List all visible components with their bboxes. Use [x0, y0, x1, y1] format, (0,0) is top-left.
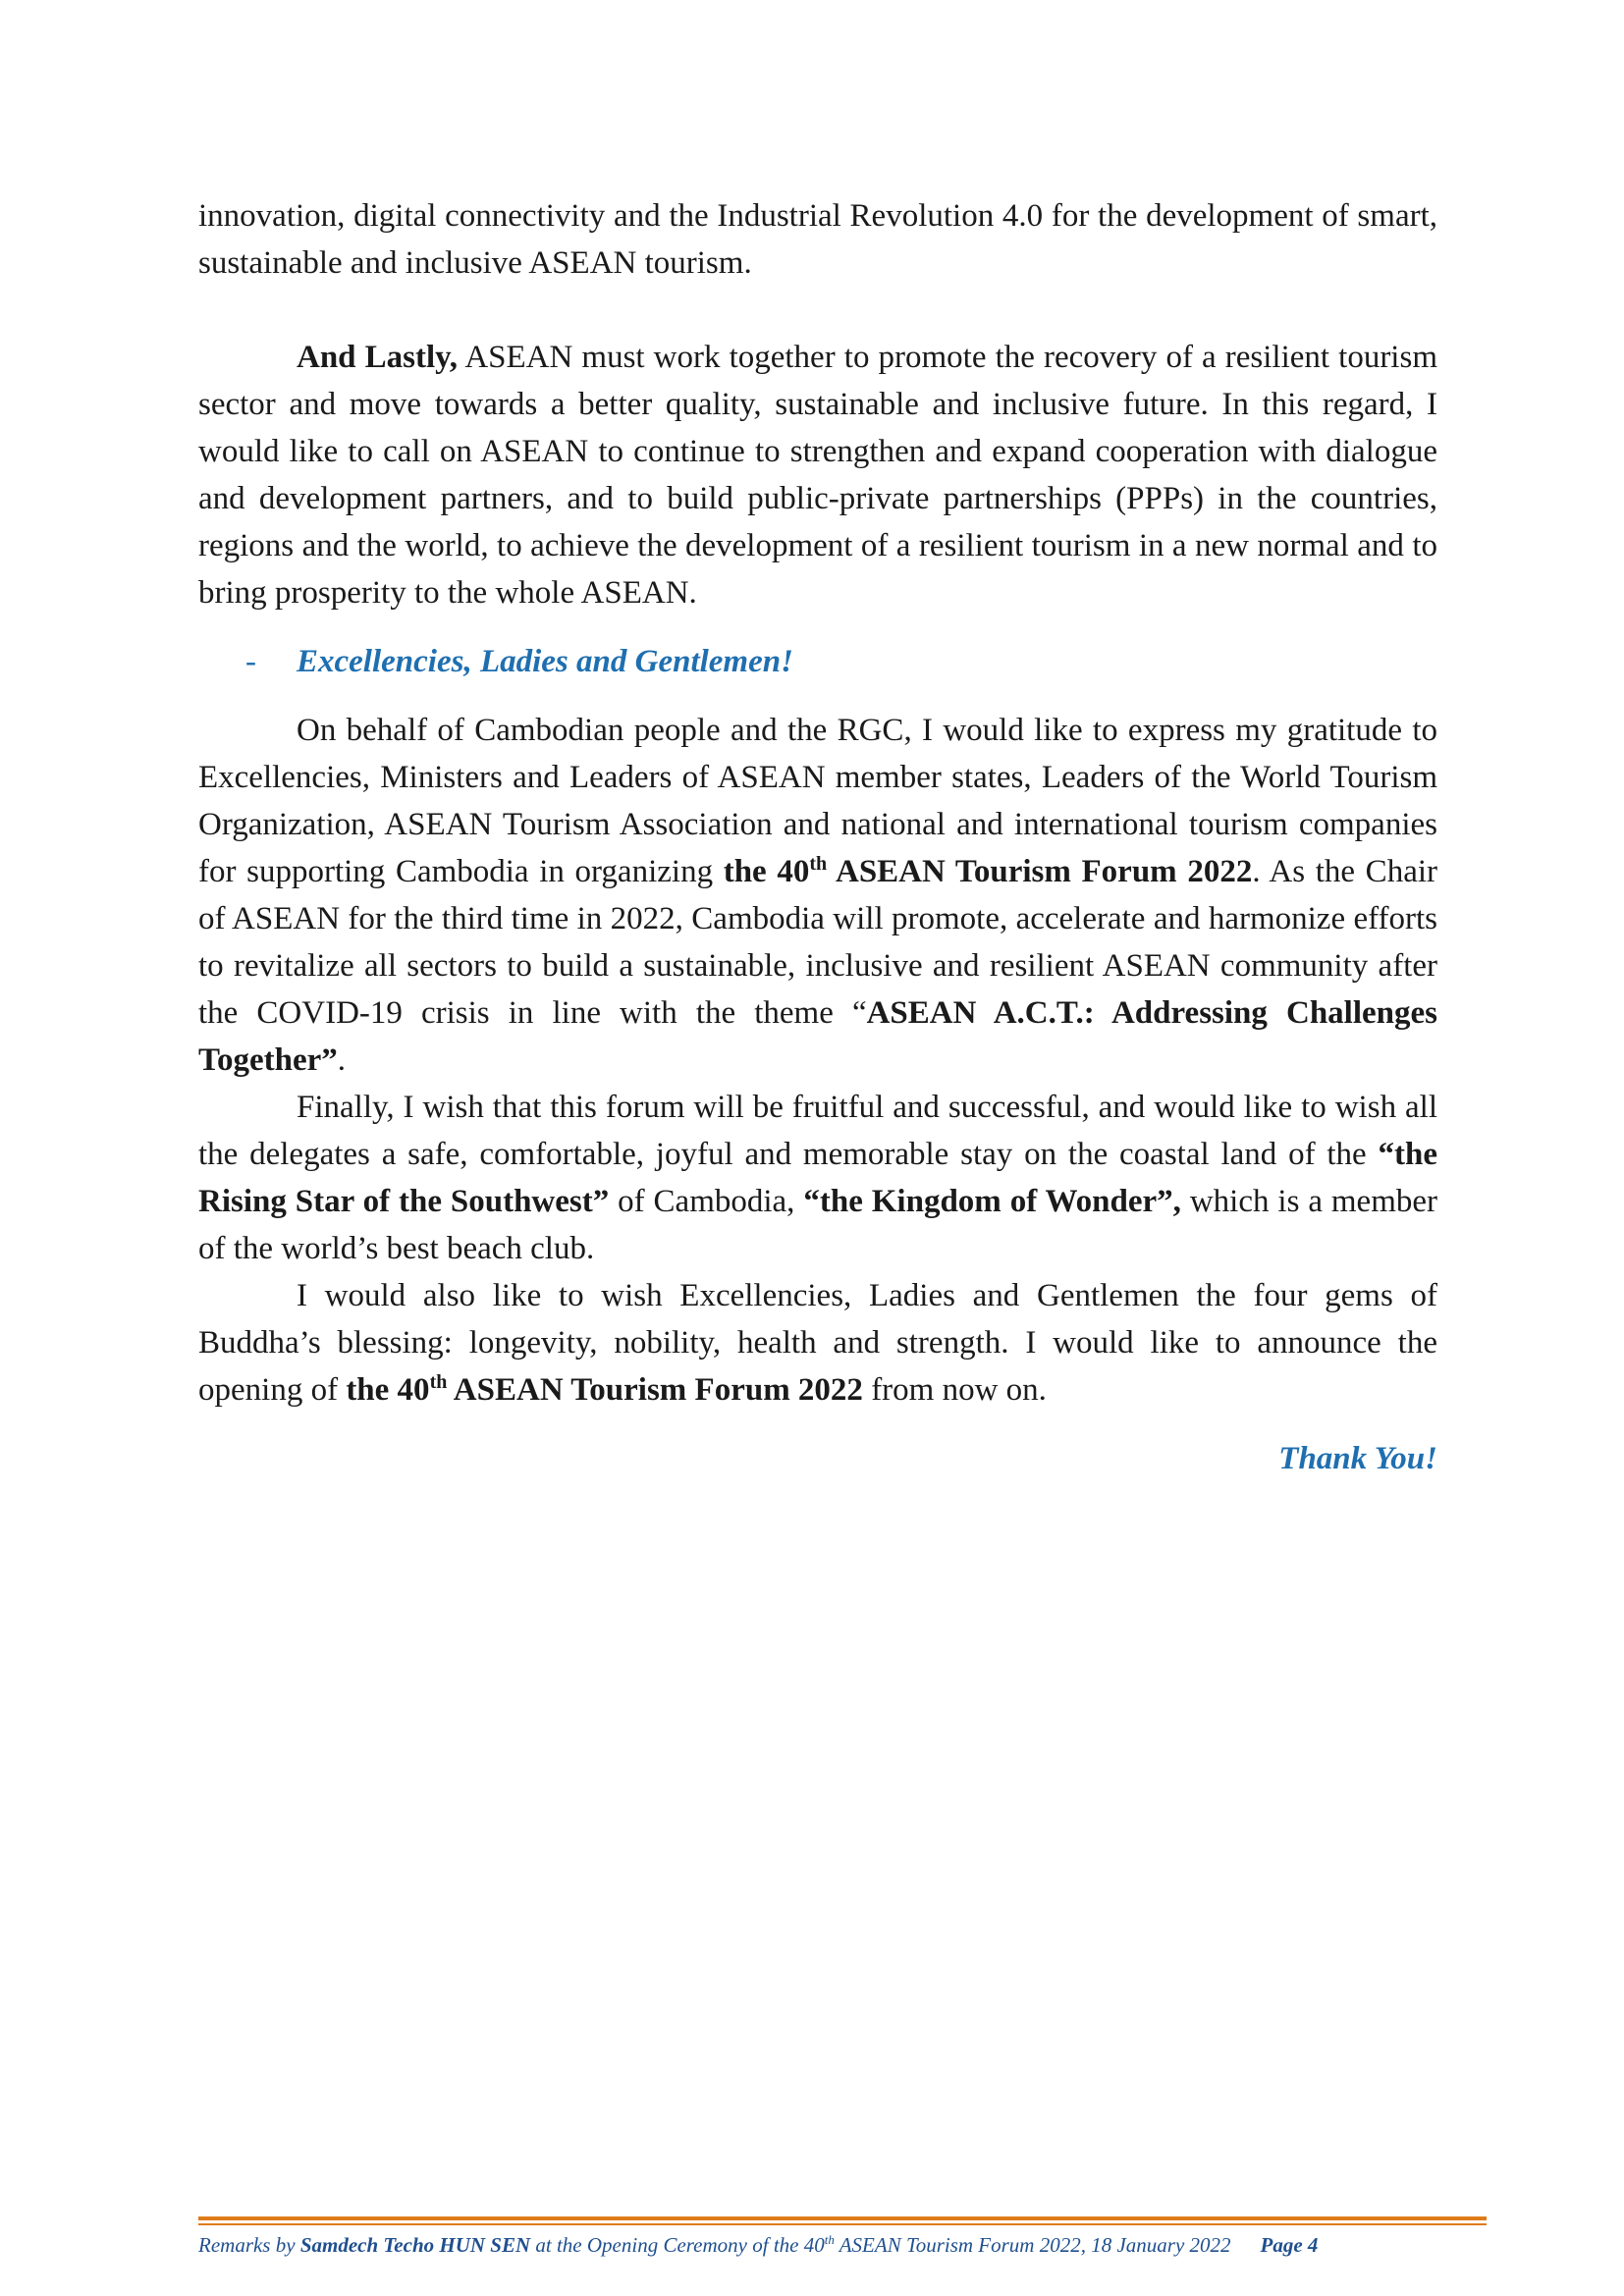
text-run: which is a member of the world’s best beach club. — [198, 1184, 1438, 1266]
text-run: at the Opening Ceremony of the 40 — [530, 2233, 825, 2257]
paragraph-and-lastly — [198, 334, 1437, 616]
speaker-name: Samdech Techo HUN SEN — [299, 2233, 531, 2257]
text-run: . — [337, 1042, 347, 1078]
paragraph-text: ASEAN must work together to promote the recovery of a resilient tourism sector and move towards a better quality, sustainable and inclusive future. In this regard, I would like to call on ASEAN to continue to strengthen and expand cooperation with dialogue and development partners, and to build public-private partnerships (PPPs) in the countries, regions and the world, to achieve the development of a resilient tourism in a new normal and to bring prosperity to the whole ASEAN. — [198, 340, 1437, 611]
lead-phrase: And Lastly, — [297, 340, 459, 375]
paragraph-gratitude — [198, 707, 1437, 1084]
footer-rule-thin — [198, 2223, 1487, 2225]
paragraph-finally — [198, 1084, 1437, 1272]
document-body — [198, 192, 1437, 1482]
text-run: of Cambodia, — [609, 1184, 804, 1219]
footer-rule-thick — [198, 2216, 1487, 2220]
page-footer — [198, 2216, 1487, 2258]
text-run: the 40 — [723, 854, 810, 889]
paragraph-blessing — [198, 1272, 1437, 1414]
text-run: from now on. — [862, 1372, 1047, 1408]
ordinal-suffix: th — [824, 2232, 835, 2247]
text-run: ASEAN Tourism Forum 2022 — [447, 1372, 863, 1408]
text-run: . As the Chair of ASEAN for the third time in 2022, Cambodia will promote, accelerate and harmonize efforts to revitalize all sectors to build a sustainable, inclusive and resilient ASEAN community after the COVID-19 crisis in line with the theme “ — [198, 854, 1438, 1031]
text-run: the 40 — [346, 1372, 430, 1408]
text-run: Finally, I wish that this forum will be fruitful and successful, and would like to wish all the delegates a safe, comfortable, joyful and memorable stay on the coastal land of the — [198, 1090, 1437, 1172]
text-run: Remarks by — [198, 2233, 300, 2257]
page-number: Page 4 — [1260, 2233, 1319, 2257]
heading-text: Excellencies, Ladies and Gentlemen! — [297, 644, 793, 679]
kingdom-of-wonder-bold: “the Kingdom of Wonder”, — [803, 1184, 1181, 1219]
section-heading — [198, 638, 1437, 685]
paragraph-innovation: innovation, digital connectivity and the Industrial Revolution 4.0 for the development of smart, sustainable and inclusive ASEAN tourism. — [198, 198, 1437, 281]
text-run: On behalf of Cambodian people and the RGC, I would like to express my gratitude to Excellencies, Ministers and Leaders of ASEAN member states, Leaders of the World Tourism Organization, ASEAN Tourism Association and national and international tourism companies for supporting Cambodia in organizing — [198, 713, 1437, 889]
footer-caption — [198, 2233, 1487, 2258]
closing-thanks: Thank You! — [1278, 1441, 1437, 1476]
ordinal-suffix: th — [429, 1371, 448, 1393]
theme-bold: ASEAN A.C.T.: Addressing Challenges Together” — [198, 995, 1437, 1078]
rising-star-bold: “the Rising Star of the Southwest” — [198, 1137, 1437, 1219]
forum-name-bold — [346, 1372, 863, 1408]
forum-name-bold — [724, 854, 1253, 889]
text-run: ASEAN Tourism Forum 2022 — [827, 854, 1253, 889]
text-run: ASEAN Tourism Forum 2022, 18 January 2022 — [834, 2233, 1231, 2257]
ordinal-suffix: th — [809, 853, 828, 875]
text-run: I would also like to wish Excellencies, Ladies and Gentlemen the four gems of Buddha’s blessing: longevity, nobility, health and strength. I would like to announce the opening of — [198, 1278, 1437, 1408]
heading-dash: - — [245, 644, 256, 679]
